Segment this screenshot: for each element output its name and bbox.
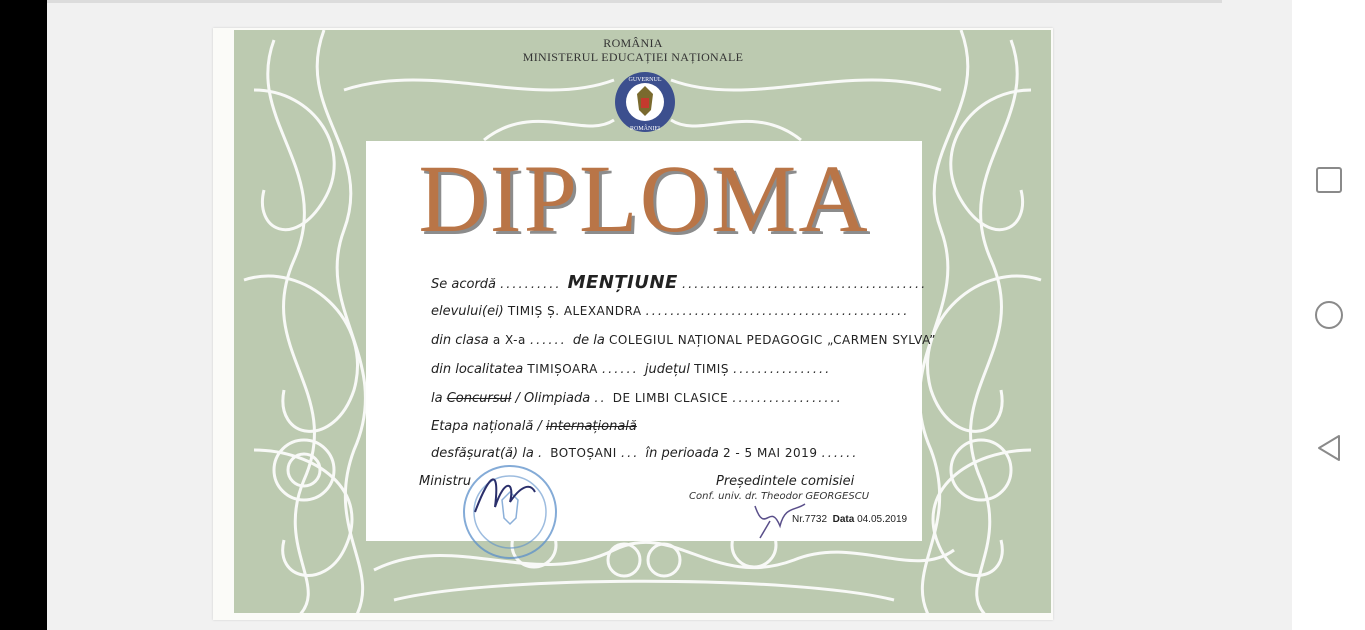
president-name: Conf. univ. dr. Theodor GEORGESCU <box>689 491 870 502</box>
stage-struck: internațională <box>545 419 637 434</box>
class-line: din clasa a X-a ...... de la COLEGIUL NAȚIONAL PEDAGOGIC „CARMEN SYLVA” <box>431 333 937 348</box>
student-label: elevului(ei) <box>431 304 504 319</box>
award-label: Se acordă <box>431 277 497 292</box>
top-divider <box>47 0 1222 3</box>
circle-icon <box>1313 299 1345 331</box>
contest-line: la Concursul / Olimpiada .. DE LIMBI CLASICE .................. <box>431 391 843 406</box>
back-button[interactable] <box>1313 432 1345 464</box>
ministry-header: MINISTERUL EDUCAȚIEI NAȚIONALE <box>522 50 744 64</box>
home-button[interactable] <box>1313 299 1345 331</box>
emblem-top-text: GUVERNUL <box>628 77 662 83</box>
held-value: BOTOȘANI <box>550 446 617 460</box>
held-label: desfășurat(ă) la <box>431 446 534 461</box>
stage-prefix: Etapa națională / <box>431 419 542 434</box>
award-value: MENȚIUNE <box>567 272 678 293</box>
class-value: a X-a <box>492 333 526 347</box>
stage-line <box>431 419 637 434</box>
government-emblem <box>613 70 677 134</box>
locality-label: din localitatea <box>431 362 524 377</box>
county-label: județul <box>644 362 690 377</box>
triangle-back-icon <box>1313 432 1345 464</box>
nr-label: Nr. <box>792 514 805 525</box>
county-value: TIMIȘ <box>694 362 729 376</box>
school-value: COLEGIUL NAȚIONAL PEDAGOGIC „CARMEN SYLVA” <box>609 333 937 347</box>
minister-signature <box>470 462 540 522</box>
country-header: ROMÂNIA <box>603 36 663 50</box>
nr-value: 7732 <box>804 514 828 525</box>
contest-value: DE LIMBI CLASICE <box>612 391 729 405</box>
contest-prefix: la <box>431 391 443 406</box>
left-black-bar <box>0 0 47 630</box>
contest-struck: Concursul <box>446 391 512 406</box>
student-value: TIMIȘ Ș. ALEXANDRA <box>507 304 642 318</box>
locality-value: TIMIȘOARA <box>527 362 598 376</box>
square-icon <box>1313 164 1345 196</box>
minister-label: Ministru <box>419 474 472 489</box>
president-label: Președintele comisiei <box>716 474 855 489</box>
emblem-bottom-text: ROMÂNIEI <box>630 126 660 132</box>
recent-apps-button[interactable] <box>1313 164 1345 196</box>
school-label: de la <box>572 333 605 348</box>
diploma-title: DIPLOMA <box>418 145 870 252</box>
award-line: Se acordă .......... MENȚIUNE ........................................ <box>431 272 928 293</box>
held-line: desfășurat(ă) la . BOTOȘANI ... în perioada 2 - 5 MAI 2019 ...... <box>431 446 859 461</box>
locality-line: din localitatea TIMIȘOARA ...... județul TIMIȘ ................ <box>431 362 832 377</box>
period-value: 2 - 5 MAI 2019 <box>722 446 818 460</box>
contest-suffix: / Olimpiada <box>515 391 591 406</box>
period-label: în perioada <box>645 446 719 461</box>
class-label: din clasa <box>431 333 489 348</box>
president-signature <box>750 496 810 541</box>
date-label: Data <box>832 514 855 525</box>
date-value: 04.05.2019 <box>857 514 908 525</box>
student-line: elevului(ei) TIMIȘ Ș. ALEXANDRA ........................................... <box>431 304 910 319</box>
